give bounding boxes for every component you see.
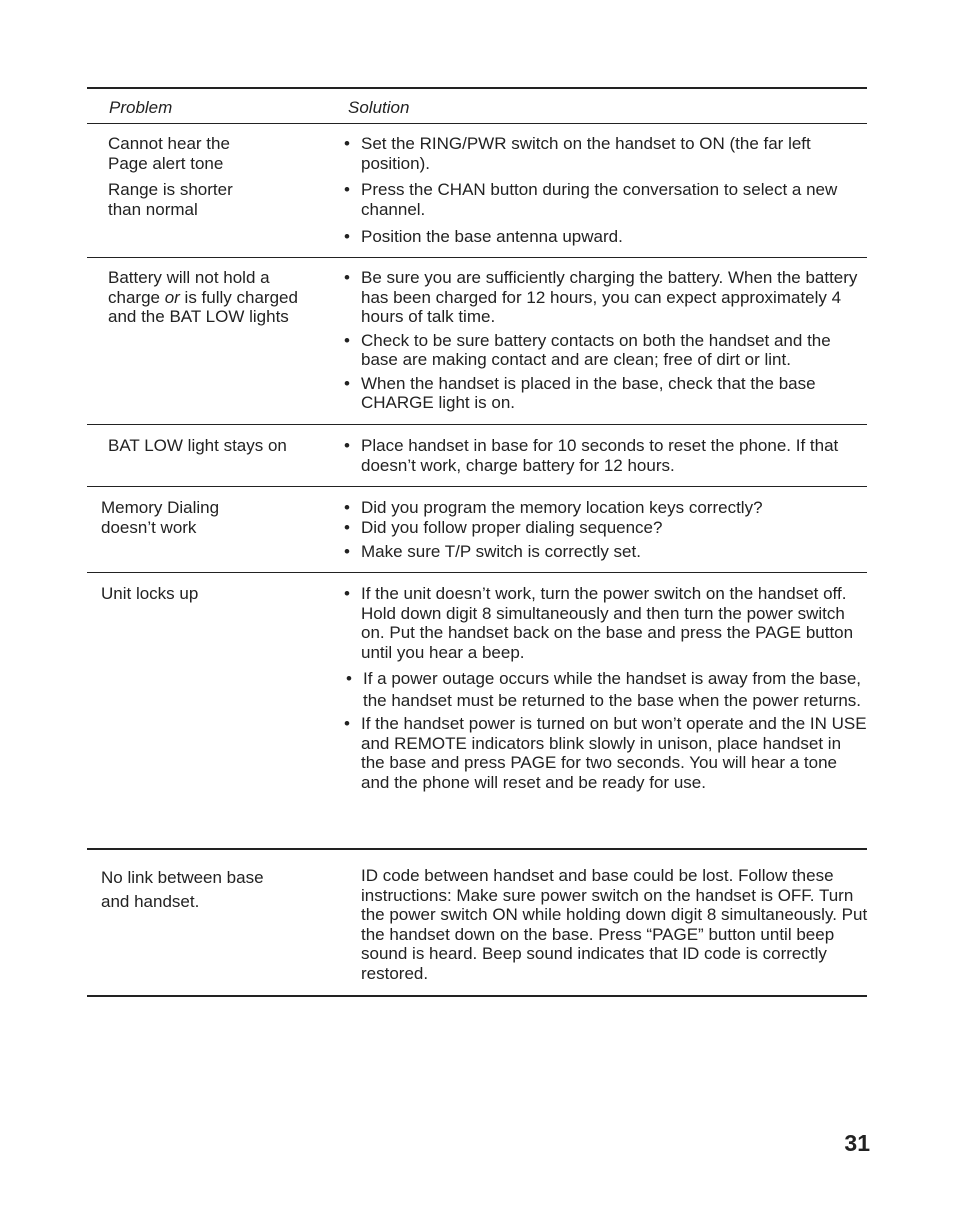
table-row [87,176,867,258]
solution-cell [344,584,869,792]
solution-cell [344,134,869,173]
problem-text-part: charge [108,287,165,307]
solution-bullet: • If the unit doesn’t work, turn the power switch on the handset off. Hold down digit 8 simultaneously and then turn the power switch on. Put the handset back on the base and press the PAGE button until you hear a beep. [344,584,869,662]
problem-text: BAT LOW light stays on [108,436,287,455]
problem-text: and handset. [101,892,200,911]
solution-bullet: • If a power outage occurs while the handset is away from the base, the handset must be returned to the base when the power returns. [346,668,871,711]
problem-text: Page alert tone [108,153,224,173]
problem-cell [108,268,338,327]
table-row [87,124,867,176]
solution-bullet: • Did you program the memory location keys correctly? [344,498,869,518]
solution-cell [344,866,869,983]
problem-text [108,288,338,308]
solution-bullet: • Check to be sure battery contacts on both the handset and the base are making contact and are clean; free of dirt or lint. [344,331,869,370]
solution-paragraph: ID code between handset and base could be lost. Follow these instructions: Make sure power switch on the handset is OFF. Turn the power switch ON while holding down digit 8 simultaneously. Put the handset down on the base. Press “PAGE” button until beep sound is heard. Beep sound indicates that ID code is correctly restored. [361,866,868,983]
problem-text: Battery will not hold a [108,268,270,287]
problem-text: Unit locks up [101,584,199,603]
page-number: 31 [844,1130,870,1156]
solution-bullet: • Place handset in base for 10 seconds to reset the phone. If that doesn’t work, charge battery for 12 hours. [344,436,869,475]
table-header [87,89,867,124]
solution-bullet: • Position the base antenna upward. [344,227,869,247]
problem-text: No link between base [101,868,264,887]
problem-cell [108,436,338,456]
troubleshooting-table [87,87,867,997]
problem-text: than normal [108,199,198,219]
problem-cell [108,134,338,173]
solution-bullet: • When the handset is placed in the base, check that the base CHARGE light is on. [344,374,869,413]
problem-text: doesn’t work [101,517,197,537]
problem-column-header: Problem [109,98,173,117]
problem-cell [101,498,331,537]
solution-bullet: • If the handset power is turned on but won’t operate and the IN USE and REMOTE indicators blink slowly in unison, place handset in the base and press PAGE for two seconds. You will hear a tone and the phone will reset and be ready for use. [344,714,869,792]
solution-cell [344,498,869,562]
problem-text-part: is fully charged [179,287,298,307]
table-row [87,258,867,425]
solution-column-header: Solution [348,98,410,117]
table-row [87,487,867,573]
solution-cell [344,436,869,475]
problem-cell [108,180,338,219]
table-row [87,425,867,487]
table-row [87,573,867,850]
solution-bullet: • Did you follow proper dialing sequence? [344,518,869,538]
problem-text: Cannot hear the [108,134,230,153]
problem-text: and the BAT LOW lights [108,307,289,326]
problem-text: Range is shorter [108,180,233,199]
table-row [87,850,867,997]
solution-cell [344,268,869,413]
problem-text-emphasis: or [164,287,180,307]
solution-bullet: • Make sure T/P switch is correctly set. [344,542,869,562]
problem-text: Memory Dialing [101,498,220,517]
solution-cell [344,180,869,247]
solution-bullet: • Be sure you are sufficiently charging the battery. When the battery has been charged for 12 hours, you can expect approximately 4 hours of talk time. [344,268,869,327]
solution-bullet: • Press the CHAN button during the conversation to select a new channel. [344,180,869,219]
problem-cell [101,866,331,914]
solution-bullet: • Set the RING/PWR switch on the handset to ON (the far left position). [344,134,869,173]
problem-cell [101,584,331,604]
